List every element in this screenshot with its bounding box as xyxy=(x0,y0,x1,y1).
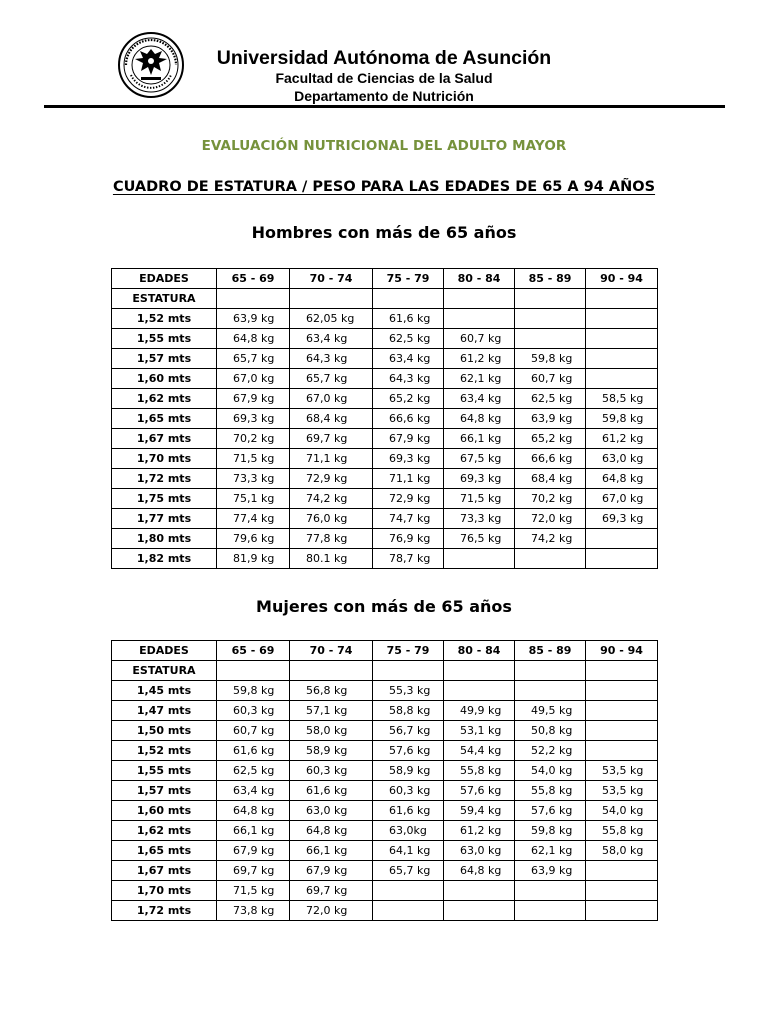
weight-cell: 64,8 kg xyxy=(217,801,290,821)
table-row xyxy=(112,741,658,761)
weight-cell: 71,1 kg xyxy=(290,449,373,469)
weight-cell xyxy=(586,861,658,881)
table-row xyxy=(112,681,658,701)
weight-cell: 67,5 kg xyxy=(444,449,515,469)
institution-name: Universidad Autónoma de Asunción xyxy=(216,47,552,69)
weight-cell: 64,8 kg xyxy=(217,329,290,349)
weight-cell: 79,6 kg xyxy=(217,529,290,549)
weight-cell xyxy=(515,549,586,569)
age-range-header: 70 - 74 xyxy=(290,641,373,661)
weight-cell: 63,0kg xyxy=(373,821,444,841)
empty-cell xyxy=(586,289,658,309)
weight-cell: 70,2 kg xyxy=(515,489,586,509)
weight-cell xyxy=(586,741,658,761)
weight-cell: 64,3 kg xyxy=(373,369,444,389)
weight-cell: 60,3 kg xyxy=(217,701,290,721)
weight-cell: 55,8 kg xyxy=(586,821,658,841)
weight-cell: 50,8 kg xyxy=(515,721,586,741)
weight-cell: 74,7 kg xyxy=(373,509,444,529)
weight-cell: 60,7 kg xyxy=(444,329,515,349)
weight-cell: 53,1 kg xyxy=(444,721,515,741)
weight-cell xyxy=(586,309,658,329)
empty-cell xyxy=(290,661,373,681)
height-cell: 1,55 mts xyxy=(112,761,217,781)
weight-cell: 60,7 kg xyxy=(515,369,586,389)
weight-cell: 58,8 kg xyxy=(373,701,444,721)
weight-cell: 81,9 kg xyxy=(217,549,290,569)
weight-cell xyxy=(586,349,658,369)
weight-cell xyxy=(515,681,586,701)
weight-cell: 66,6 kg xyxy=(515,449,586,469)
weight-cell: 54,0 kg xyxy=(515,761,586,781)
weight-cell: 59,8 kg xyxy=(217,681,290,701)
height-cell: 1,62 mts xyxy=(112,389,217,409)
weight-cell: 66,1 kg xyxy=(290,841,373,861)
weight-cell: 71,1 kg xyxy=(373,469,444,489)
weight-cell: 72,0 kg xyxy=(290,901,373,921)
weight-cell: 74,2 kg xyxy=(515,529,586,549)
weight-cell: 75,1 kg xyxy=(217,489,290,509)
weight-cell: 61,6 kg xyxy=(290,781,373,801)
height-cell: 1,52 mts xyxy=(112,309,217,329)
weight-cell: 65,2 kg xyxy=(515,429,586,449)
height-header-label: ESTATURA xyxy=(112,661,217,681)
empty-cell xyxy=(217,661,290,681)
table-row xyxy=(112,489,658,509)
table-row xyxy=(112,721,658,741)
weight-cell: 72,9 kg xyxy=(290,469,373,489)
height-cell: 1,47 mts xyxy=(112,701,217,721)
table-row xyxy=(112,901,658,921)
weight-cell: 61,6 kg xyxy=(217,741,290,761)
height-cell: 1,72 mts xyxy=(112,901,217,921)
weight-cell xyxy=(586,881,658,901)
age-range-header: 80 - 84 xyxy=(444,641,515,661)
weight-cell: 61,2 kg xyxy=(586,429,658,449)
table-row xyxy=(112,329,658,349)
table-subheader-row xyxy=(112,661,658,681)
weight-cell xyxy=(586,529,658,549)
height-cell: 1,72 mts xyxy=(112,469,217,489)
weight-cell: 52,2 kg xyxy=(515,741,586,761)
weight-cell: 77,4 kg xyxy=(217,509,290,529)
weight-cell: 54,4 kg xyxy=(444,741,515,761)
empty-cell xyxy=(515,661,586,681)
weight-cell xyxy=(444,681,515,701)
weight-cell: 62,5 kg xyxy=(217,761,290,781)
weight-cell: 58,9 kg xyxy=(290,741,373,761)
height-cell: 1,65 mts xyxy=(112,841,217,861)
weight-cell: 63,9 kg xyxy=(515,861,586,881)
age-range-header: 85 - 89 xyxy=(515,269,586,289)
weight-cell: 53,5 kg xyxy=(586,781,658,801)
table-row xyxy=(112,881,658,901)
age-range-header: 90 - 94 xyxy=(586,641,658,661)
table-subheader-row xyxy=(112,289,658,309)
weight-cell: 64,1 kg xyxy=(373,841,444,861)
empty-cell xyxy=(444,289,515,309)
age-range-header: 65 - 69 xyxy=(217,269,290,289)
weight-cell: 63,0 kg xyxy=(290,801,373,821)
table-header-row xyxy=(112,269,658,289)
table-row xyxy=(112,781,658,801)
weight-cell: 62,5 kg xyxy=(515,389,586,409)
weight-cell xyxy=(444,901,515,921)
weight-cell: 62,05 kg xyxy=(290,309,373,329)
weight-cell xyxy=(515,881,586,901)
weight-cell: 69,7 kg xyxy=(290,881,373,901)
weight-cell: 67,0 kg xyxy=(586,489,658,509)
height-cell: 1,60 mts xyxy=(112,801,217,821)
main-title xyxy=(0,178,768,196)
weight-cell: 57,1 kg xyxy=(290,701,373,721)
weight-cell: 59,8 kg xyxy=(515,821,586,841)
age-range-header: 75 - 79 xyxy=(373,269,444,289)
weight-cell xyxy=(586,701,658,721)
weight-cell xyxy=(515,329,586,349)
weight-cell: 80.1 kg xyxy=(290,549,373,569)
weight-cell: 62,5 kg xyxy=(373,329,444,349)
empty-cell xyxy=(290,289,373,309)
height-cell: 1,75 mts xyxy=(112,489,217,509)
table-row xyxy=(112,369,658,389)
weight-cell: 63,4 kg xyxy=(217,781,290,801)
weight-cell: 57,6 kg xyxy=(444,781,515,801)
table-row xyxy=(112,349,658,369)
weight-cell: 69,7 kg xyxy=(290,429,373,449)
women-section-title: Mujeres con más de 65 años xyxy=(256,597,512,616)
height-cell: 1,52 mts xyxy=(112,741,217,761)
weight-cell: 72,0 kg xyxy=(515,509,586,529)
weight-cell: 63,4 kg xyxy=(290,329,373,349)
empty-cell xyxy=(586,661,658,681)
weight-cell: 59,4 kg xyxy=(444,801,515,821)
weight-cell: 56,8 kg xyxy=(290,681,373,701)
weight-cell: 77,8 kg xyxy=(290,529,373,549)
weight-cell xyxy=(515,901,586,921)
height-cell: 1,70 mts xyxy=(112,449,217,469)
weight-cell: 58,0 kg xyxy=(290,721,373,741)
table-row xyxy=(112,469,658,489)
weight-cell: 64,8 kg xyxy=(290,821,373,841)
header-divider xyxy=(44,105,725,108)
weight-cell: 49,5 kg xyxy=(515,701,586,721)
weight-cell: 69,3 kg xyxy=(373,449,444,469)
university-seal-icon xyxy=(117,31,185,99)
weight-cell: 63,4 kg xyxy=(373,349,444,369)
height-header-label: ESTATURA xyxy=(112,289,217,309)
weight-cell xyxy=(373,901,444,921)
weight-cell: 65,7 kg xyxy=(290,369,373,389)
weight-cell: 71,5 kg xyxy=(444,489,515,509)
weight-cell: 63,4 kg xyxy=(444,389,515,409)
weight-cell: 60,3 kg xyxy=(290,761,373,781)
weight-cell: 66,1 kg xyxy=(217,821,290,841)
height-cell: 1,57 mts xyxy=(112,349,217,369)
weight-cell: 67,0 kg xyxy=(290,389,373,409)
table-row xyxy=(112,549,658,569)
weight-cell: 67,0 kg xyxy=(217,369,290,389)
weight-cell: 65,2 kg xyxy=(373,389,444,409)
weight-cell: 62,1 kg xyxy=(444,369,515,389)
weight-cell: 61,6 kg xyxy=(373,309,444,329)
evaluation-title: EVALUACIÓN NUTRICIONAL DEL ADULTO MAYOR xyxy=(201,138,567,154)
weight-cell: 58,5 kg xyxy=(586,389,658,409)
empty-cell xyxy=(444,661,515,681)
height-cell: 1,65 mts xyxy=(112,409,217,429)
weight-cell: 59,8 kg xyxy=(515,349,586,369)
height-cell: 1,70 mts xyxy=(112,881,217,901)
weight-cell: 57,6 kg xyxy=(515,801,586,821)
table-row xyxy=(112,701,658,721)
weight-cell: 76,0 kg xyxy=(290,509,373,529)
age-range-header: 80 - 84 xyxy=(444,269,515,289)
weight-cell xyxy=(586,721,658,741)
weight-cell: 49,9 kg xyxy=(444,701,515,721)
weight-cell: 64,8 kg xyxy=(586,469,658,489)
height-cell: 1,67 mts xyxy=(112,861,217,881)
weight-cell: 73,3 kg xyxy=(444,509,515,529)
weight-cell: 67,9 kg xyxy=(217,389,290,409)
weight-cell: 78,7 kg xyxy=(373,549,444,569)
weight-cell: 72,9 kg xyxy=(373,489,444,509)
weight-cell: 68,4 kg xyxy=(515,469,586,489)
empty-cell xyxy=(217,289,290,309)
weight-cell: 65,7 kg xyxy=(217,349,290,369)
empty-cell xyxy=(515,289,586,309)
weight-cell xyxy=(444,549,515,569)
weight-cell: 63,0 kg xyxy=(444,841,515,861)
age-range-header: 90 - 94 xyxy=(586,269,658,289)
main-title-text: CUADRO DE ESTATURA / PESO PARA LAS EDADES DE 65 A 94 AÑOS xyxy=(112,179,656,195)
weight-cell: 76,9 kg xyxy=(373,529,444,549)
weight-cell: 58,0 kg xyxy=(586,841,658,861)
weight-cell: 69,7 kg xyxy=(217,861,290,881)
weight-cell: 69,3 kg xyxy=(444,469,515,489)
age-range-header: 85 - 89 xyxy=(515,641,586,661)
weight-cell: 63,9 kg xyxy=(217,309,290,329)
weight-cell: 69,3 kg xyxy=(217,409,290,429)
weight-cell xyxy=(586,369,658,389)
weight-cell: 71,5 kg xyxy=(217,449,290,469)
weight-cell: 64,3 kg xyxy=(290,349,373,369)
height-cell: 1,80 mts xyxy=(112,529,217,549)
table-row xyxy=(112,449,658,469)
weight-cell: 55,8 kg xyxy=(444,761,515,781)
weight-cell xyxy=(586,681,658,701)
weight-cell: 63,0 kg xyxy=(586,449,658,469)
height-cell: 1,62 mts xyxy=(112,821,217,841)
table-header-row xyxy=(112,641,658,661)
age-range-header: 75 - 79 xyxy=(373,641,444,661)
table-row xyxy=(112,309,658,329)
table-row xyxy=(112,509,658,529)
empty-cell xyxy=(373,661,444,681)
weight-cell xyxy=(586,329,658,349)
table-row xyxy=(112,429,658,449)
height-cell: 1,45 mts xyxy=(112,681,217,701)
table-row xyxy=(112,529,658,549)
height-cell: 1,82 mts xyxy=(112,549,217,569)
weight-cell: 56,7 kg xyxy=(373,721,444,741)
weight-cell: 63,9 kg xyxy=(515,409,586,429)
weight-cell xyxy=(444,309,515,329)
age-range-header: 70 - 74 xyxy=(290,269,373,289)
weight-cell: 55,8 kg xyxy=(515,781,586,801)
table-row xyxy=(112,821,658,841)
table-row xyxy=(112,389,658,409)
weight-cell: 71,5 kg xyxy=(217,881,290,901)
age-header-label: EDADES xyxy=(112,269,217,289)
weight-cell: 68,4 kg xyxy=(290,409,373,429)
weight-cell: 62,1 kg xyxy=(515,841,586,861)
weight-cell: 73,3 kg xyxy=(217,469,290,489)
table-row xyxy=(112,841,658,861)
weight-cell: 64,8 kg xyxy=(444,409,515,429)
height-cell: 1,60 mts xyxy=(112,369,217,389)
weight-cell: 64,8 kg xyxy=(444,861,515,881)
weight-cell: 54,0 kg xyxy=(586,801,658,821)
weight-cell: 67,9 kg xyxy=(290,861,373,881)
weight-cell: 61,2 kg xyxy=(444,349,515,369)
weight-cell xyxy=(444,881,515,901)
weight-cell: 61,2 kg xyxy=(444,821,515,841)
weight-cell: 69,3 kg xyxy=(586,509,658,529)
faculty-name: Facultad de Ciencias de la Salud xyxy=(275,70,493,86)
table-row xyxy=(112,761,658,781)
table-row xyxy=(112,409,658,429)
weight-cell: 61,6 kg xyxy=(373,801,444,821)
age-header-label: EDADES xyxy=(112,641,217,661)
empty-cell xyxy=(373,289,444,309)
table-row xyxy=(112,861,658,881)
weight-cell xyxy=(373,881,444,901)
weight-cell: 66,6 kg xyxy=(373,409,444,429)
weight-cell: 53,5 kg xyxy=(586,761,658,781)
weight-cell: 55,3 kg xyxy=(373,681,444,701)
weight-cell: 60,7 kg xyxy=(217,721,290,741)
table-row xyxy=(112,801,658,821)
weight-cell: 66,1 kg xyxy=(444,429,515,449)
weight-cell xyxy=(515,309,586,329)
men-height-weight-table xyxy=(111,268,658,569)
weight-cell: 59,8 kg xyxy=(586,409,658,429)
weight-cell: 70,2 kg xyxy=(217,429,290,449)
weight-cell: 57,6 kg xyxy=(373,741,444,761)
weight-cell: 73,8 kg xyxy=(217,901,290,921)
weight-cell: 67,9 kg xyxy=(217,841,290,861)
age-range-header: 65 - 69 xyxy=(217,641,290,661)
weight-cell: 74,2 kg xyxy=(290,489,373,509)
weight-cell: 67,9 kg xyxy=(373,429,444,449)
height-cell: 1,55 mts xyxy=(112,329,217,349)
weight-cell: 65,7 kg xyxy=(373,861,444,881)
height-cell: 1,77 mts xyxy=(112,509,217,529)
weight-cell: 58,9 kg xyxy=(373,761,444,781)
weight-cell xyxy=(586,901,658,921)
department-name: Departamento de Nutrición xyxy=(294,88,474,104)
weight-cell: 76,5 kg xyxy=(444,529,515,549)
men-section-title: Hombres con más de 65 años xyxy=(251,223,517,242)
women-height-weight-table xyxy=(111,640,658,921)
height-cell: 1,57 mts xyxy=(112,781,217,801)
weight-cell xyxy=(586,549,658,569)
height-cell: 1,67 mts xyxy=(112,429,217,449)
weight-cell: 60,3 kg xyxy=(373,781,444,801)
height-cell: 1,50 mts xyxy=(112,721,217,741)
